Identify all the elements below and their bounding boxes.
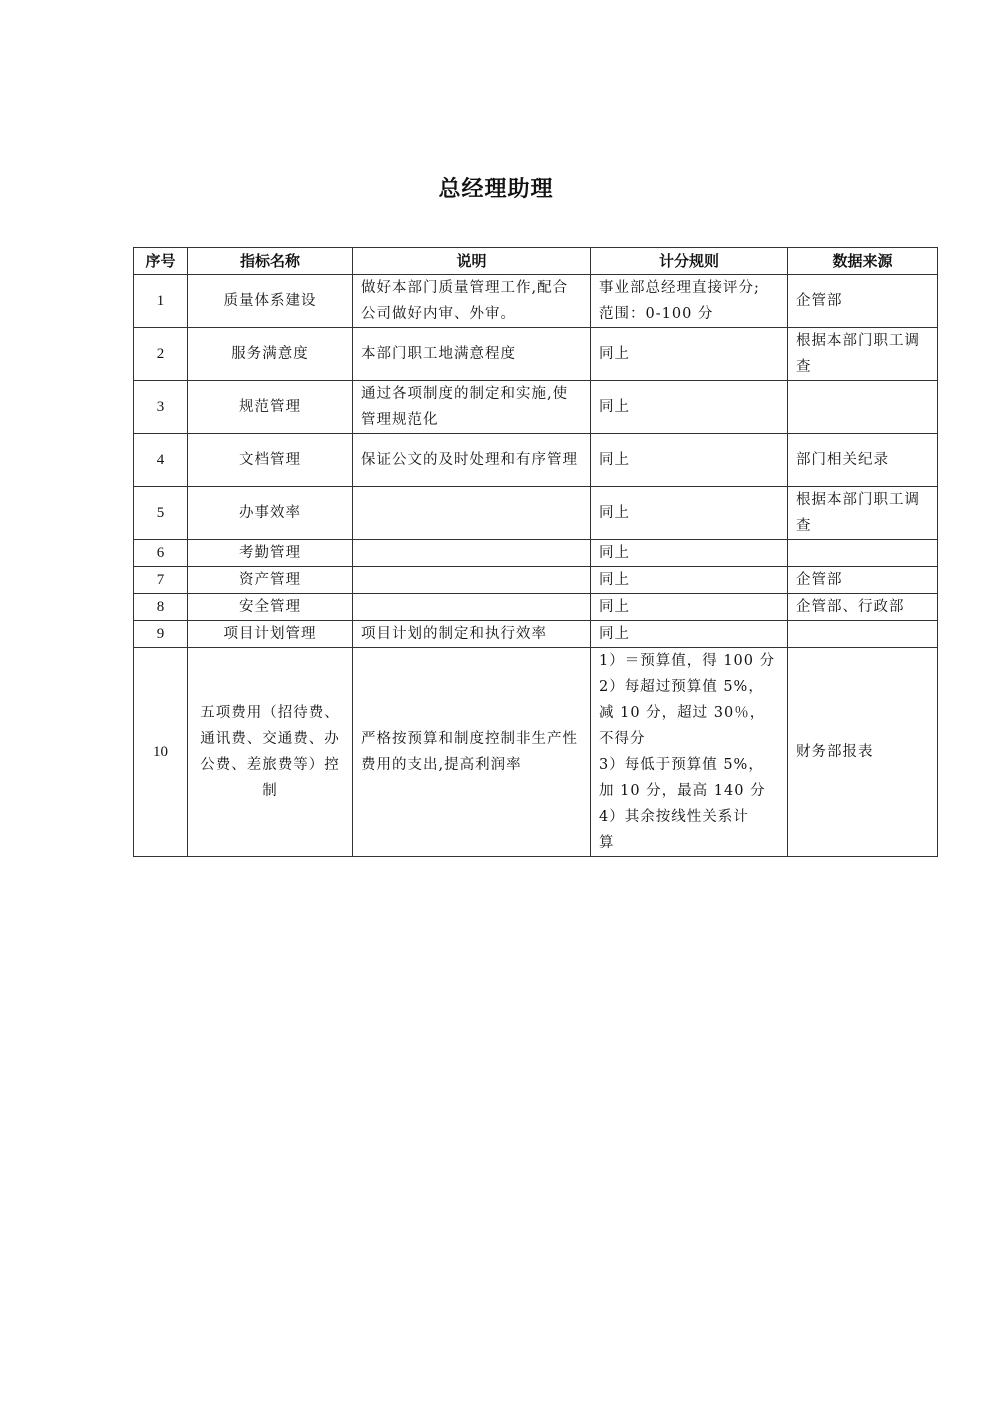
rule-line: 同上 (599, 452, 630, 468)
row-name: 项目计划管理 (188, 621, 353, 648)
row-source: 根据本部门职工调查 (788, 328, 938, 381)
row-rule (591, 621, 788, 648)
row-source: 财务部报表 (788, 648, 938, 857)
header-source: 数据来源 (788, 248, 938, 275)
row-desc: 保证公文的及时处理和有序管理 (353, 434, 591, 487)
row-name: 规范管理 (188, 381, 353, 434)
table-row (134, 275, 938, 328)
rule-line: 同上 (599, 599, 630, 615)
row-no: 5 (134, 487, 188, 540)
header-desc: 说明 (353, 248, 591, 275)
row-source (788, 621, 938, 648)
rule-line: 同上 (599, 626, 630, 642)
rule-line: 同上 (599, 505, 630, 521)
rule-line: 范围：0-100 分 (599, 306, 714, 322)
row-desc: 做好本部门质量管理工作,配合公司做好内审、外审。 (353, 275, 591, 328)
row-desc (353, 594, 591, 621)
row-no: 1 (134, 275, 188, 328)
rule-line: 算 (599, 835, 615, 851)
row-rule (591, 434, 788, 487)
row-no: 6 (134, 540, 188, 567)
table-row (134, 434, 938, 487)
row-name: 办事效率 (188, 487, 353, 540)
row-name: 安全管理 (188, 594, 353, 621)
rule-line: 同上 (599, 399, 630, 415)
rule-line: 事业部总经理直接评分; (599, 280, 760, 296)
table-row (134, 621, 938, 648)
row-rule (591, 487, 788, 540)
row-no: 2 (134, 328, 188, 381)
rule-line: 4）其余按线性关系计 (599, 809, 749, 825)
row-name: 资产管理 (188, 567, 353, 594)
table-row (134, 487, 938, 540)
row-rule (591, 328, 788, 381)
page-title: 总经理助理 (438, 177, 554, 202)
row-source (788, 540, 938, 567)
row-source: 根据本部门职工调查 (788, 487, 938, 540)
row-no: 7 (134, 567, 188, 594)
rule-line: 同上 (599, 545, 630, 561)
row-rule (591, 381, 788, 434)
row-source (788, 381, 938, 434)
table-row (134, 567, 938, 594)
row-rule (591, 594, 788, 621)
row-name: 考勤管理 (188, 540, 353, 567)
rule-line: 同上 (599, 572, 630, 588)
row-no: 9 (134, 621, 188, 648)
rule-line: 3）每低于预算值 5%， (599, 757, 764, 773)
header-no: 序号 (134, 248, 188, 275)
row-rule (591, 275, 788, 328)
table-header-row (134, 248, 938, 275)
row-no: 3 (134, 381, 188, 434)
row-desc (353, 487, 591, 540)
row-source: 部门相关纪录 (788, 434, 938, 487)
row-name: 文档管理 (188, 434, 353, 487)
row-desc (353, 540, 591, 567)
table-row (134, 594, 938, 621)
row-rule (591, 648, 788, 857)
row-no: 8 (134, 594, 188, 621)
rule-line: 不得分 (599, 731, 646, 747)
row-name: 质量体系建设 (188, 275, 353, 328)
rule-line: 2）每超过预算值 5%， (599, 679, 764, 695)
table-row (134, 540, 938, 567)
row-desc: 项目计划的制定和执行效率 (353, 621, 591, 648)
row-name: 五项费用（招待费、通讯费、交通费、办公费、差旅费等）控制 (188, 648, 353, 857)
row-no: 4 (134, 434, 188, 487)
rule-line: 同上 (599, 346, 630, 362)
rule-line: 1）＝预算值，得 100 分 (599, 653, 776, 669)
table-row (134, 328, 938, 381)
table-row (134, 648, 938, 857)
row-source: 企管部、行政部 (788, 594, 938, 621)
row-source: 企管部 (788, 275, 938, 328)
row-rule (591, 567, 788, 594)
row-no: 10 (134, 648, 188, 857)
row-desc (353, 567, 591, 594)
row-desc: 本部门职工地满意程度 (353, 328, 591, 381)
header-name: 指标名称 (188, 248, 353, 275)
kpi-table (133, 247, 938, 857)
row-rule (591, 540, 788, 567)
header-rule: 计分规则 (591, 248, 788, 275)
row-source: 企管部 (788, 567, 938, 594)
rule-line: 加 10 分，最高 140 分 (599, 783, 766, 799)
row-name: 服务满意度 (188, 328, 353, 381)
row-desc: 严格按预算和制度控制非生产性费用的支出,提高利润率 (353, 648, 591, 857)
table-row (134, 381, 938, 434)
rule-line: 减 10 分，超过 30％， (599, 705, 766, 721)
row-desc: 通过各项制度的制定和实施,使管理规范化 (353, 381, 591, 434)
